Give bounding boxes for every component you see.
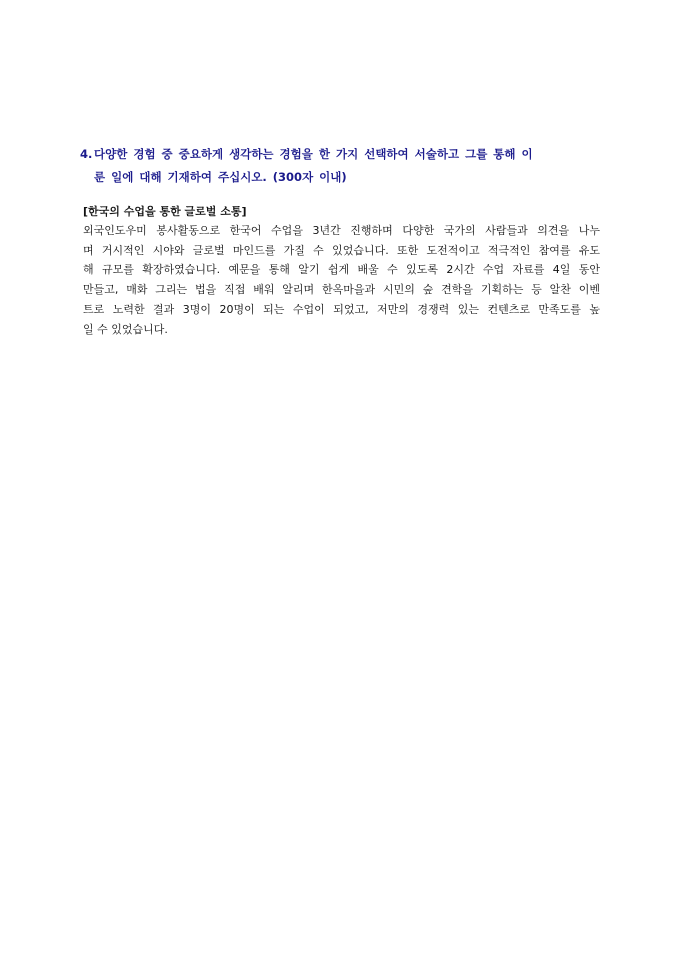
question-number: 4. bbox=[80, 147, 93, 161]
answer-line-1: 외국인도우미 봉사활동으로 한국어 수업을 3년간 진행하며 다양한 국가의 사람들과 의견을 나누 bbox=[83, 224, 600, 237]
answer-line-6: 일 수 있었습니다. bbox=[83, 322, 168, 336]
answer-title: [한국의 수업을 통한 글로벌 소통] bbox=[83, 205, 247, 218]
answer-line-3: 해 규모를 확장하였습니다. 예문을 통해 알기 쉽게 배울 수 있도록 2시간 수업 자료를 4일 동안 bbox=[83, 263, 600, 277]
answer-line-2: 며 거시적인 시야와 글로벌 마인드를 가질 수 있었습니다. 또한 도전적이고 적극적인 참여를 유도 bbox=[83, 243, 600, 257]
answer-line-5: 트로 노력한 결과 3명이 20명이 되는 수업이 되었고, 저만의 경쟁력 있는 컨텐츠로 만족도를 높 bbox=[83, 302, 600, 316]
question-text-line-1: 다양한 경험 중 중요하게 생각하는 경험을 한 가지 선택하여 서술하고 그를 통해 이 bbox=[94, 147, 533, 161]
answer-line-4: 만들고, 매화 그리는 법을 직접 배워 알리며 한옥마을과 시민의 숲 견학을 기획하는 등 알찬 이벤 bbox=[83, 283, 600, 297]
answer-block bbox=[83, 202, 600, 339]
question-text-line-2: 룬 일에 대해 기재하여 주십시오. (300자 이내) bbox=[94, 170, 347, 184]
question-heading bbox=[80, 143, 600, 189]
